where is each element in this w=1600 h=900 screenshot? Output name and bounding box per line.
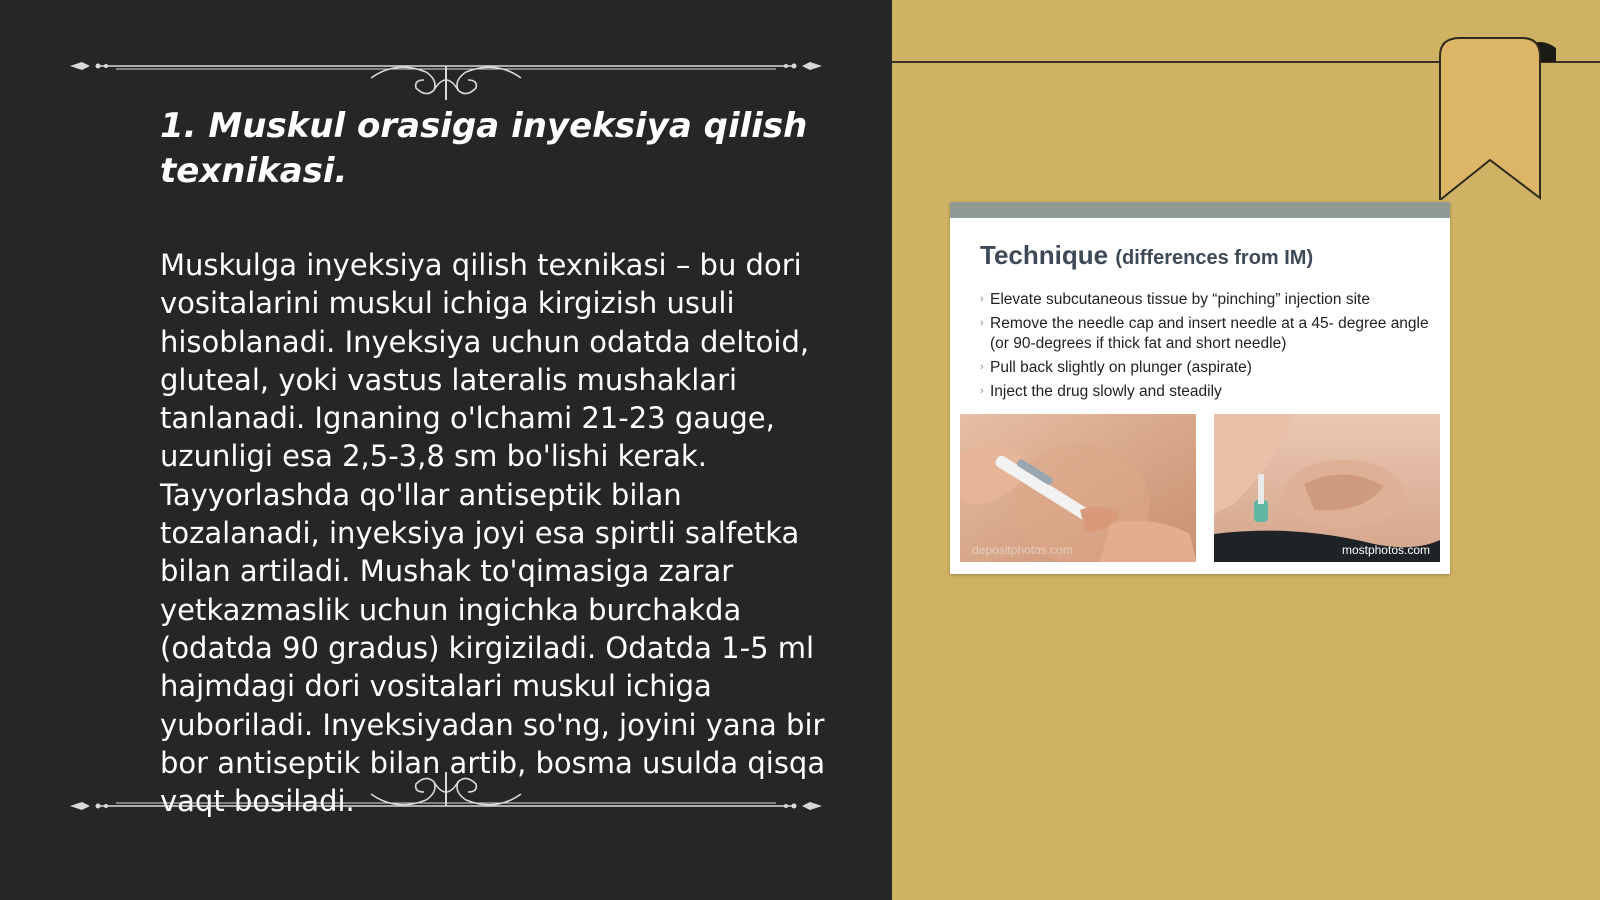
embedded-title-subtitle: (differences from IM) — [1115, 247, 1314, 269]
technique-bullet-list — [980, 290, 1430, 406]
card-header-bar — [950, 202, 1450, 218]
list-item: › Remove the needle cap and insert needle at a 45- degree angle (or 90-degrees if thick fat and short needle) — [980, 315, 1429, 352]
slide-body-text: Muskulga inyeksiya qilish texnikasi – bu dori vositalarini muskul ichiga kirgizish usuli hisoblanadi. Inyeksiya uchun odatda deltoid, gluteal, yoki vastus lateralis mushaklari tanlanadi. Ignaning o'lchami 21-23 gauge, uzunligi esa 2,5-3,8 sm bo'lishi kerak. Tayyorlashda qo'llar antiseptik bilan tozalanadi, inyeksiya joyi esa spirtli salfetka bilan artiladi. Mushak to'qimasiga zarar yetkazmaslik uchun ingichka burchakda (odatda 90 gradus) kirgiziladi. Odatda 1-5 ml hajmdagi dori vositalari muskul ichiga yuboriladi. Inyeksiyadan so'ng, joyini yana bir bor antiseptik bilan artib, bosma usulda qisqa vaqt bosiladi. — [160, 248, 826, 819]
bullet-icon: › — [980, 293, 984, 305]
flourish-divider-icon — [66, 48, 826, 102]
bullet-icon: › — [980, 317, 984, 329]
slide-title: 1. Muskul orasiga inyeksiya qilish texnikasi. — [160, 106, 808, 191]
list-item: › Inject the drug slowly and steadily — [980, 382, 1222, 400]
bookmark-ribbon-icon — [1436, 36, 1560, 200]
embedded-title-main: Technique — [980, 240, 1109, 270]
abdomen-injection-icon — [960, 414, 1196, 562]
embedded-slide-image — [950, 202, 1450, 574]
watermark-left: depositphotos.com — [972, 543, 1073, 557]
pinch-injection-icon — [1214, 414, 1440, 562]
list-item: › Pull back slightly on plunger (aspirate) — [980, 358, 1252, 376]
injection-photo-right — [1214, 414, 1440, 562]
list-item: › Elevate subcutaneous tissue by “pinching” injection site — [980, 291, 1370, 308]
injection-photo-left — [960, 414, 1196, 562]
bullet-icon: › — [980, 360, 984, 373]
watermark-right: mostphotos.com — [1341, 543, 1430, 557]
bullet-icon: › — [980, 384, 984, 397]
embedded-slide-title — [980, 240, 1313, 271]
